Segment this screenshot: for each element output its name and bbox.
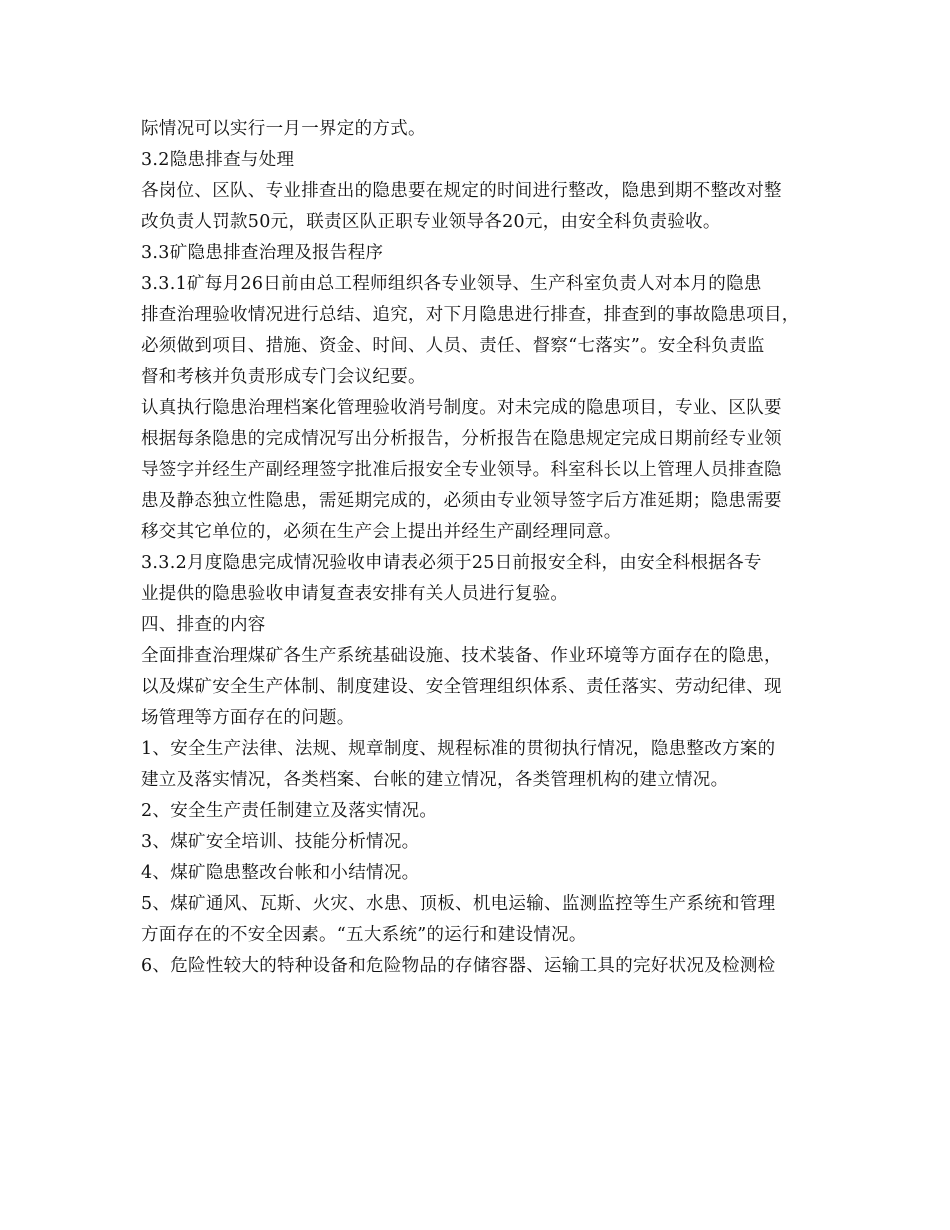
text-line: 方面存在的不安全因素。“五大系统”的运行和建设情况。 bbox=[141, 925, 587, 945]
section-heading: 3.2隐患排查与处理 bbox=[141, 150, 295, 170]
list-item: 3、煤矿安全培训、技能分析情况。 bbox=[141, 832, 420, 852]
document-body bbox=[141, 114, 831, 982]
text-line: 移交其它单位的，必须在生产会上提出并经生产副经理同意。 bbox=[141, 522, 622, 542]
list-item: 2、安全生产责任制建立及落实情况。 bbox=[141, 801, 438, 821]
list-item: 5、煤矿通风、瓦斯、火灾、水患、顶板、机电运输、监测监控等生产系统和管理 bbox=[141, 894, 776, 914]
list-item: 4、煤矿隐患整改台帐和小结情况。 bbox=[141, 863, 420, 883]
text-line: 3.3.2月度隐患完成情况验收申请表必须于25日前报安全科，由安全科根据各专 bbox=[141, 553, 762, 573]
text-line: 督和考核并负责形成专门会议纪要。 bbox=[141, 367, 426, 387]
text-line: 患及静态独立性隐患，需延期完成的，必须由专业领导签字后方准延期；隐患需要 bbox=[141, 491, 782, 511]
list-item: 6、危险性较大的特种设备和危险物品的存储容器、运输工具的完好状况及检测检 bbox=[141, 956, 776, 976]
text-line: 改负责人罚款50元，联责区队正职专业领导各20元，由安全科负责验收。 bbox=[141, 212, 721, 232]
text-line: 各岗位、区队、专业排查出的隐患要在规定的时间进行整改，隐患到期不整改对整 bbox=[141, 181, 782, 201]
section-heading: 四、排查的内容 bbox=[141, 615, 266, 635]
text-line: 必须做到项目、措施、资金、时间、人员、责任、督察“七落实”。安全科负责监 bbox=[141, 336, 765, 356]
text-line: 认真执行隐患治理档案化管理验收消号制度。对未完成的隐患项目，专业、区队要 bbox=[141, 398, 782, 418]
text-line: 建立及落实情况，各类档案、台帐的建立情况，各类管理机构的建立情况。 bbox=[141, 770, 729, 790]
text-line: 际情况可以实行一月一界定的方式。 bbox=[141, 119, 426, 139]
text-line: 场管理等方面存在的问题。 bbox=[141, 708, 355, 728]
text-line: 排查治理验收情况进行总结、追究，对下月隐患进行排查，排查到的事故隐患项目， bbox=[141, 305, 800, 325]
text-line: 以及煤矿安全生产体制、制度建设、安全管理组织体系、责任落实、劳动纪律、现 bbox=[141, 677, 782, 697]
text-line: 业提供的隐患验收申请复查表安排有关人员进行复验。 bbox=[141, 584, 569, 604]
list-item: 1、安全生产法律、法规、规章制度、规程标准的贯彻执行情况，隐患整改方案的 bbox=[141, 739, 776, 759]
text-line: 3.3.1矿每月26日前由总工程师组织各专业领导、生产科室负责人对本月的隐患 bbox=[141, 274, 762, 294]
text-line: 全面排查治理煤矿各生产系统基础设施、技术装备、作业环境等方面存在的隐患， bbox=[141, 646, 782, 666]
section-heading: 3.3矿隐患排查治理及报告程序 bbox=[141, 243, 384, 263]
text-line: 根据每条隐患的完成情况写出分析报告，分析报告在隐患规定完成日期前经专业领 bbox=[141, 429, 782, 449]
text-line: 导签字并经生产副经理签字批准后报安全专业领导。科室科长以上管理人员排查隐 bbox=[141, 460, 782, 480]
